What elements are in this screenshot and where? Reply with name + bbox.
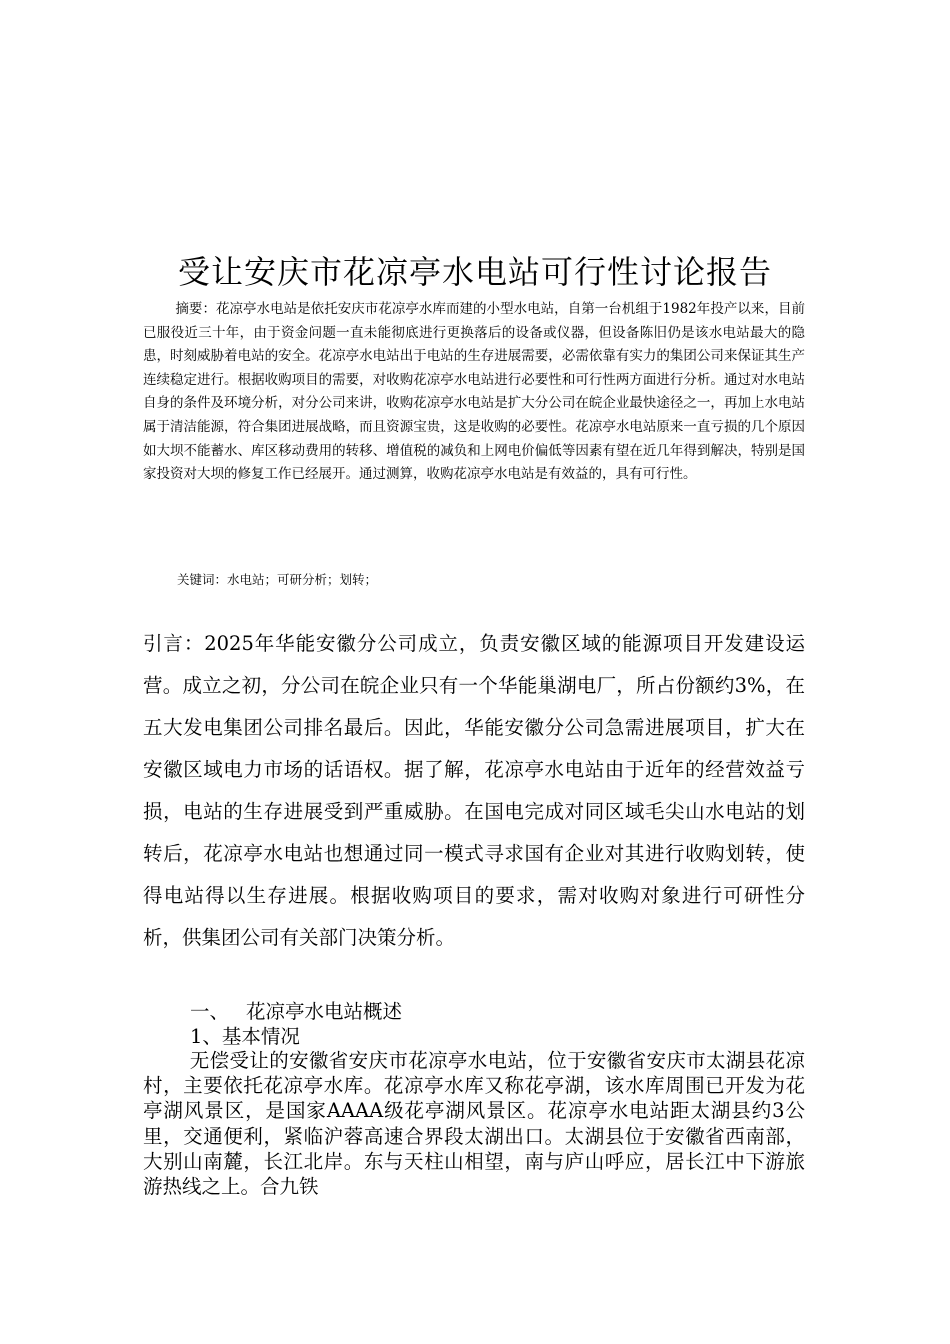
abstract-paragraph: 摘要：花凉亭水电站是依托安庆市花凉亭水库而建的小型水电站，自第一台机组于1982年投产以来，目前已服役近三十年，由于资金问题一直未能彻底进行更换落后的设备或仪器，但设备陈旧仍是该水电站最大的隐患，时刻威胁着电站的安全。花凉亭水电站出于电站的生存进展需要，必需依靠有实力的集团公司来保证其生产连续稳定进行。根据收购项目的需要，对收购花凉亭水电站进行必要性和可行性两方面进行分析。通过对水电站自身的条件及环境分析，对分公司来讲，收购花凉亭水电站是扩大分公司在皖企业最快途径之一，再加上水电站属于清洁能源，符合集团进展战略，而且资源宝贵，这是收购的必要性。花凉亭水电站原来一直亏损的几个原因如大坝不能蓄水、库区移动费用的转移、增值税的减负和上网电价偏低等因素有望在近几年得到解决，特别是国家投资对大坝的修复工作已经展开。通过测算，收购花凉亭水电站是有效益的，具有可行性。: [143, 301, 805, 483]
body-paragraph: 无偿受让的安徽省安庆市花凉亭水电站，位于安徽省安庆市太湖县花凉村，主要依托花凉亭水库。花凉亭水库又称花亭湖，该水库周围已开发为花亭湖风景区，是国家AAAA级花亭湖风景区。花凉亭水电站距太湖县约3公里，交通便利，紧临沪蓉高速合界段太湖出口。太湖县位于安徽省西南部，大别山南麓，长江北岸。东与天柱山相望，南与庐山呼应，居长江中下游旅游热线之上。合九铁: [143, 1049, 805, 1199]
section-number: 一、: [190, 1000, 230, 1023]
introduction-paragraph: 引言：2025年华能安徽分公司成立，负责安徽区域的能源项目开发建设运营。成立之初，分公司在皖企业只有一个华能巢湖电厂，所占份额约3%，在五大发电集团公司排名最后。因此，华能安徽分公司急需进展项目，扩大在安徽区域电力市场的话语权。据了解，花凉亭水电站由于近年的经营效益亏损，电站的生存进展受到严重威胁。在国电完成对同区域毛尖山水电站的划转后，花凉亭水电站也想通过同一模式寻求国有企业对其进行收购划转，使得电站得以生存进展。根据收购项目的要求，需对收购对象进行可研性分析，供集团公司有关部门决策分析。: [143, 632, 805, 949]
section-title: 花凉亭水电站概述: [246, 1000, 403, 1023]
section-heading: [190, 1000, 402, 1024]
keywords-line: 关键词：水电站；可研分析；划转；: [177, 572, 378, 587]
document-title: 受让安庆市花凉亭水电站可行性讨论报告: [177, 253, 772, 292]
subsection-heading: 1、基本情况: [190, 1025, 300, 1048]
